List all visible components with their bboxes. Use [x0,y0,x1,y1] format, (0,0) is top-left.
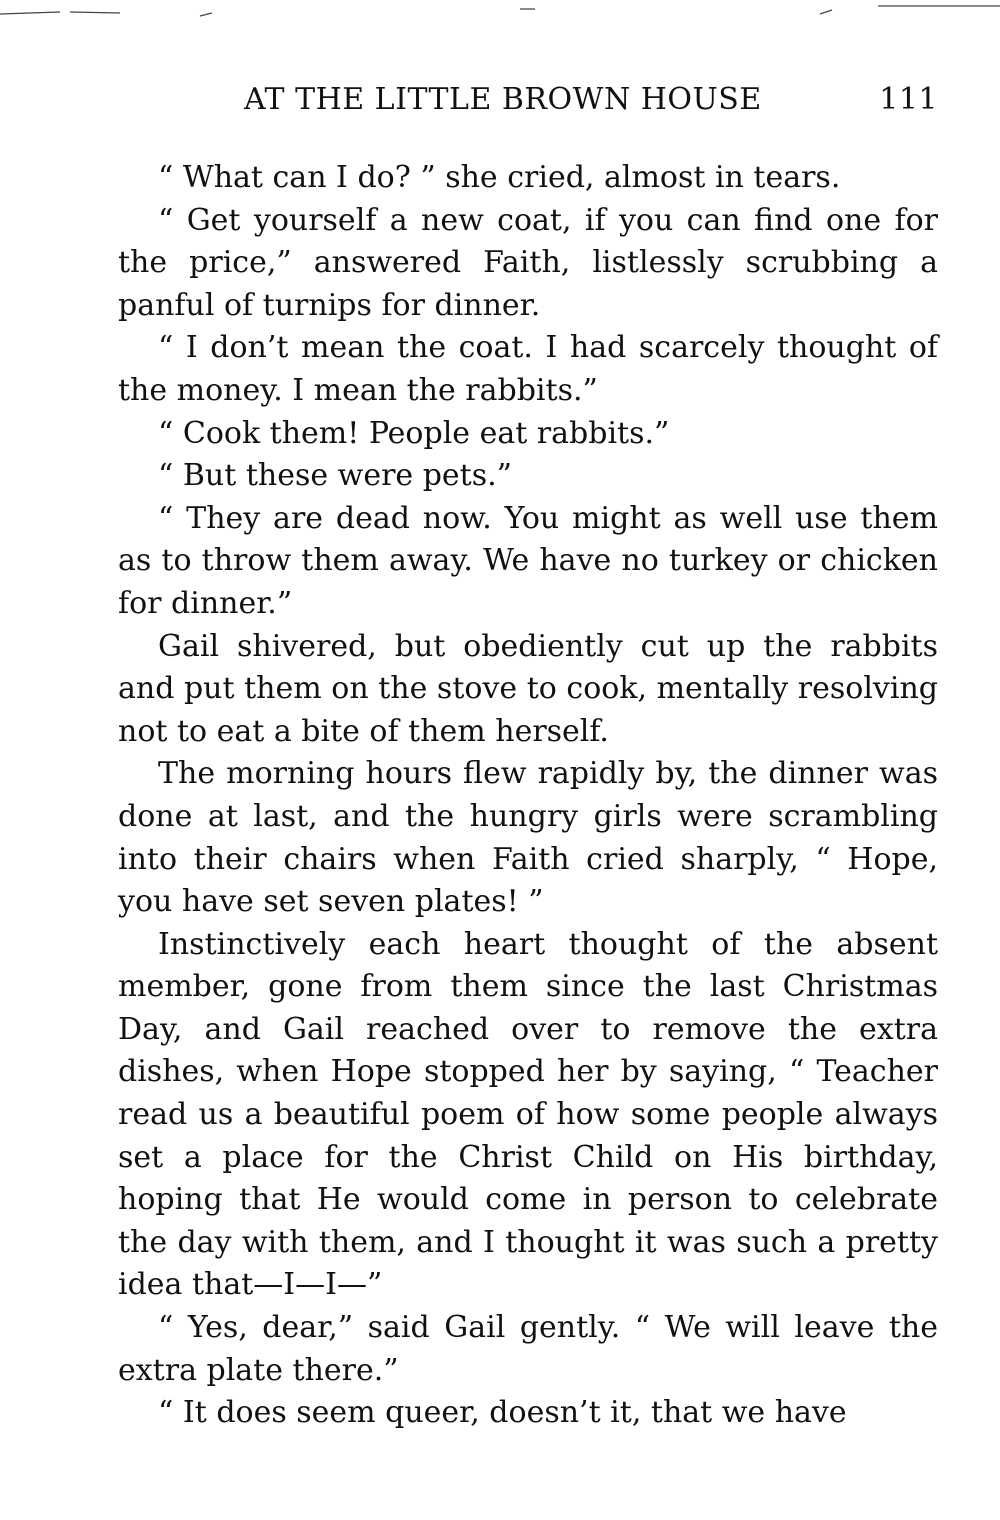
top-edge-scan-marks [0,0,1000,24]
paragraph: The morning hours flew rapidly by, the dinner was done at last, and the hungry girls were scrambling into their chairs when Faith cried sharply, “ Hope, you have set seven plates! ” [118,756,938,920]
paragraph: “ But these were pets.” [158,458,512,494]
paragraph: “ It does seem queer, doesn’t it, that we have [158,1395,847,1431]
paragraph: “ Get yourself a new coat, if you can find one for the price,” answered Faith, listlessly scrubbing a panful of turnips for dinner. [118,202,938,323]
paragraph: Gail shivered, but obediently cut up the rabbits and put them on the stove to cook, mentally resolving not to eat a bite of them herself. [118,628,938,749]
paragraph: “ Cook them! People eat rabbits.” [158,415,670,451]
paragraph: “ I don’t mean the coat. I had scarcely thought of the money. I mean the rabbits.” [118,330,938,408]
page-number: 111 [879,82,938,117]
running-title: AT THE LITTLE BROWN HOUSE [244,82,762,117]
paragraph: Instinctively each heart thought of the absent member, gone from them since the last Christmas Day, and Gail reached over to remove the extra dishes, when Hope stopped her by saying, “ Teacher read us a beautiful poem of how some people always set a place for the Christ Child on His birthday, hoping that He would come in person to celebrate the day with them, and I thought it was such a pretty idea that—I—I—” [118,926,938,1303]
running-header [118,82,938,126]
paragraph: “ What can I do? ” she cried, almost in tears. [158,160,841,195]
paragraph: “ They are dead now. You might as well use them as to throw them away. We have no turkey or chicken for dinner.” [118,500,938,621]
paragraph: “ Yes, dear,” said Gail gently. “ We will leave the extra plate there.” [118,1310,938,1388]
body-text [118,157,938,1435]
